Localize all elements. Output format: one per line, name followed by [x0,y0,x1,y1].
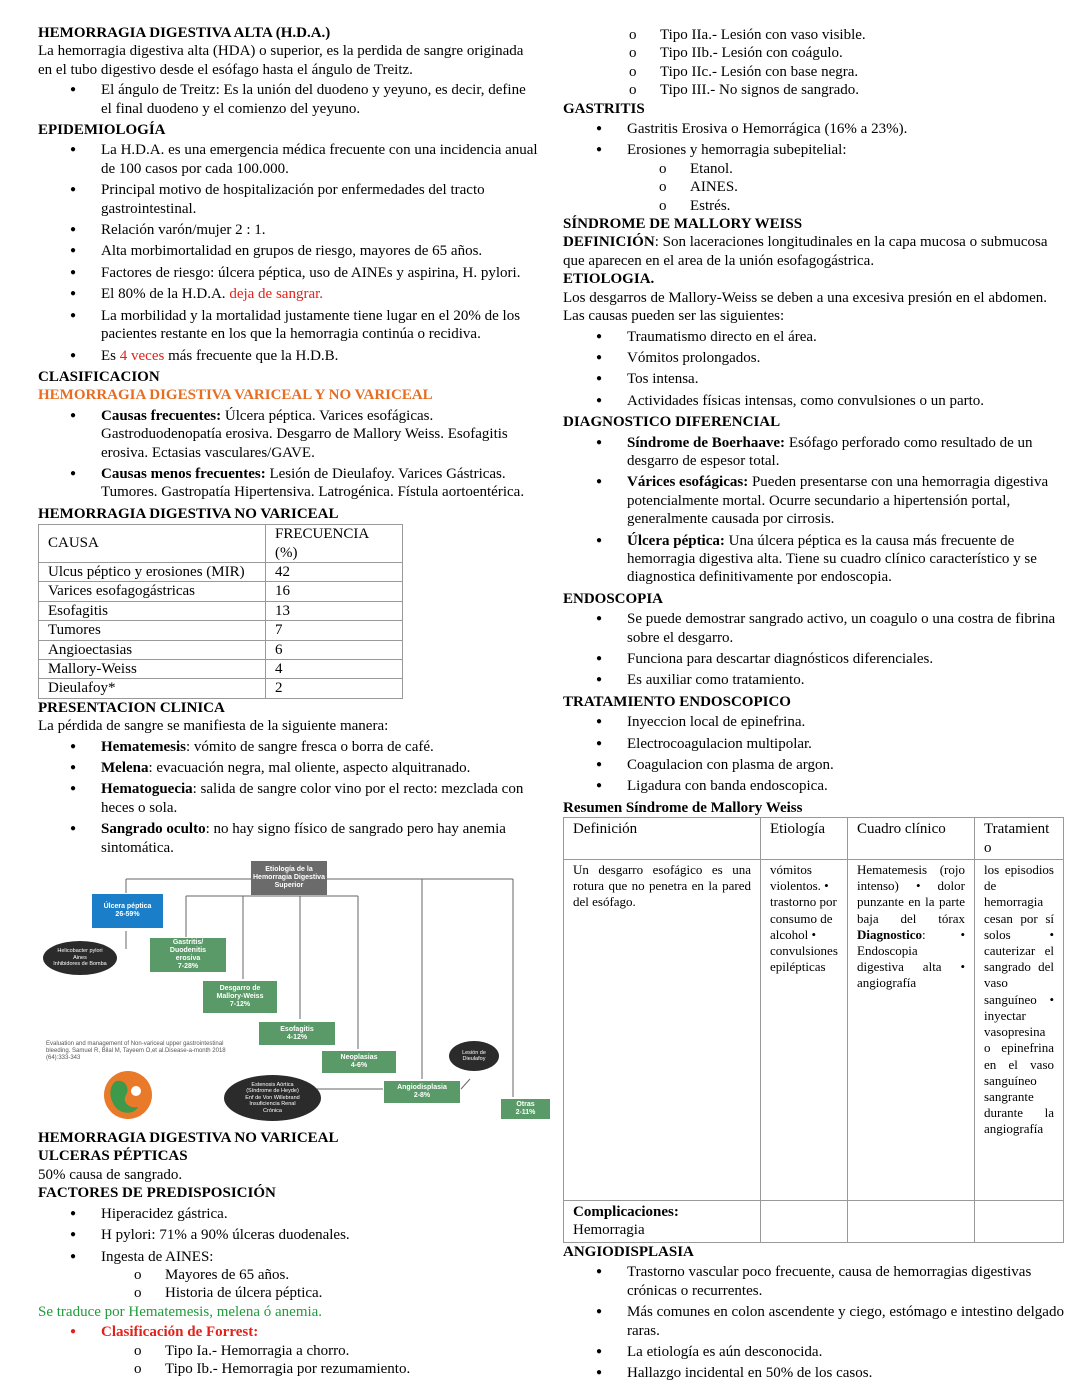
list-item: o AINES. [563,178,1068,196]
table-row [39,679,403,698]
table-cell [761,1201,848,1243]
text: El 80% de la H.D.A. [101,286,230,303]
diagram-angio-box [384,1081,460,1103]
list-item: ● Ligadura con banda endoscopica. [563,777,1068,795]
list-item: ● Ingesta de AINES: [38,1248,538,1266]
oval-label: Lesión de Dieulafoy [462,1049,486,1063]
stomach-logo-icon [100,1069,160,1121]
peptic-ulcers-text: 50% causa de sangrado. [38,1166,183,1183]
label: Úlcera péptica: [627,532,725,549]
box-label: Angiodisplasia 2-8% [397,1084,447,1100]
differential-list [563,434,1068,587]
list-item [38,820,538,857]
text: Es [101,347,120,364]
table-cell: 42 [266,562,403,581]
list-item: o Tipo IIb.- Lesión con coágulo. [533,44,1068,62]
table-cell [848,860,975,1201]
text: Pueden presentarse con una hemorragia digestiva potencialmente mortal. Ocurre secundario a hipertensión portal, generalmente causada por cirrosis. [627,474,1049,528]
table-header: Tratamiento [975,818,1064,860]
table-cell: 7 [266,621,403,640]
table-row [39,660,403,679]
list-item [38,347,538,365]
list-item [38,407,538,462]
list-item: ● Coagulacion con plasma de argon. [563,756,1068,774]
label: Síndrome de Boerhaave: [627,434,786,451]
forrest-sublist-2 [533,26,1068,100]
no-variceal-title-2: HEMORRAGIA DIGESTIVA NO VARICEAL [38,1130,339,1147]
table-row [564,1201,1064,1243]
epidemiology-list [38,141,538,364]
diagram-otras-box [501,1099,550,1119]
list-item: o Historia de úlcera péptica. [38,1284,538,1302]
list-item: ● Funciona para descartar diagnósticos diferenciales. [563,650,1068,668]
table-cell: Ulcus péptico y erosiones (MIR) [39,562,266,581]
table-cell: Un desgarro esofágico es una rotura que no penetra en la pared del esófago. [564,860,761,1201]
label: Melena [101,760,149,777]
causes-list [38,407,538,502]
etiology-diagram [38,861,553,1123]
list-item: o Tipo IIc.- Lesión con base negra. [533,63,1068,81]
green-note: Se traduce por Hematemesis, melena ó anemia. [38,1303,323,1320]
gastritis-title: GASTRITIS [563,100,645,117]
forrest-sublist [38,1342,538,1379]
table-row [39,640,403,659]
oval-label: Estenosis Aórtica (Síndrome de Heyde) Enf de Von Willebrand Insuficiencia Renal Crónica [245,1081,300,1114]
diagram-esofagitis-box [259,1022,335,1045]
table-cell [975,1201,1064,1243]
list-item [563,532,1068,587]
table-cell: Esofagitis [39,601,266,620]
text: : vómito de sangre fresca o borra de café. [185,738,434,755]
list-item: ● Hallazgo incidental en 50% de los casos. [563,1364,1068,1382]
list-item: ● Alta morbimortalidad en grupos de riesgo, mayores de 65 años. [38,242,538,260]
hda-title: HEMORRAGIA DIGESTIVA ALTA (H.D.A.) [38,25,331,41]
text: : Son laceraciones longitudinales en la capa mucosa o submucosa que aparecen en el area de la unión esofagogástrica. [563,234,1048,269]
table-header: CAUSA [39,525,266,563]
list-item [38,759,538,777]
list-item: ● Principal motivo de hospitalización por enfermedades del tracto gastrointestinal. [38,181,538,218]
text: : • Endoscopia digestiva alta • angiografía [857,926,965,991]
list-item: ● Gastritis Erosiva o Hemorrágica (16% a 23%). [563,120,1068,138]
summary-table [563,817,1064,1243]
mallory-weiss-title: SÍNDROME DE MALLORY WEISS [563,216,803,233]
list-item: ● Actividades físicas intensas, como convulsiones o un parto. [563,392,1068,410]
list-item: ● Se puede demostrar sangrado activo, un coagulo o una costra de fibrina sobre el desgarro. [563,610,1068,647]
label: Sangrado oculto [101,821,206,838]
table-row [39,562,403,581]
clinical-list [38,738,538,857]
text: : no hay signo físico de sangrado pero hay anemia sintomática. [101,821,506,856]
table-header: Etiología [761,818,848,860]
list-item: ● Factores de riesgo: úlcera péptica, uso de AINEs y aspirina, H. pylori. [38,264,538,282]
gastritis-sublist [563,160,1068,215]
left-column [38,24,538,1378]
classification-subtitle: HEMORRAGIA DIGESTIVA VARICEAL Y NO VARICEAL [38,387,433,404]
forrest-list [38,1323,538,1341]
frequency-table [38,524,403,699]
text: : salida de sangre color vino por el recto: mezclada con heces o sola. [101,781,524,816]
etiology-text: Los desgarros de Mallory-Weiss se deben a una excesiva presión en el abdomen. Las causas pueden ser las siguientes: [563,289,1048,325]
diagram-root-box [251,861,327,895]
diagram-dieulafoy-oval [449,1041,499,1071]
list-item: ● Vómitos prolongados. [563,349,1068,367]
list-item: ● Traumatismo directo en el área. [563,328,1068,346]
diagram-ulcera-box [92,894,163,928]
highlight-text: deja de sangrar. [229,286,324,303]
box-label: Gastritis/ Duodenitis erosiva 7-28% [169,939,207,971]
label: Complicaciones: [573,1204,679,1221]
label: Hematoguecia [101,781,193,798]
box-label: Neoplasias 4-6% [340,1054,378,1070]
list-item [38,780,538,817]
text: Hematemesis (rojo intenso) • dolor punzante en la parte baja del tórax [857,862,965,926]
list-item: o Tipo III.- No signos de sangrado. [533,81,1068,99]
table-cell: vómitos violentos. • trastorno por consumo de alcohol • convulsiones epilépticas [761,860,848,1201]
definition-paragraph [563,233,1068,270]
differential-title: DIAGNOSTICO DIFERENCIAL [563,414,781,431]
label: Hematemesis [101,738,186,755]
list-item: ● H pylori: 71% a 90% úlceras duodenales. [38,1226,538,1244]
list-item: ● El ángulo de Treitz: Es la unión del duodeno y yeyuno, es decir, define el final duodeno y el comienzo del yeyuno. [38,81,538,118]
text: más frecuente que la H.D.B. [164,347,339,364]
text: Una úlcera péptica es la causa más frecuente de hemorragia digestiva alta. Tiene su cuadro clínico característico y se diagnostica definitivamente por endoscopia. [627,532,1037,586]
table-cell: Varices esofagogástricas [39,582,266,601]
aines-sublist [38,1266,538,1303]
classification-title: CLASIFICACION [38,368,160,385]
list-item: o Estrés. [563,197,1068,215]
text: : evacuación negra, mal oliente, aspecto alquitranado. [148,760,471,777]
table-header-row [564,818,1064,860]
list-item: ● Hiperacidez gástrica. [38,1205,538,1223]
text: Lesión de Dieulafoy. Varices Gástricas. Tumores. Gastropatía Hipertensiva. Latrogénica. Fístula aortoentérica. [101,465,525,501]
diagram-gastritis-box [150,938,226,972]
box-label: Úlcera péptica 26-59% [103,903,152,919]
table-header: Cuadro clínico [848,818,975,860]
list-item [38,738,538,756]
right-column [563,26,1068,1386]
angiodysplasia-title: ANGIODISPLASIA [563,1243,694,1260]
table-row [39,601,403,620]
box-label: Otras 2-11% [515,1101,536,1117]
text: Esófago perforado como resultado de un desgarro de espesor total. [627,434,1033,469]
list-item: o Tipo IIa.- Lesión con vaso visible. [533,26,1068,44]
label: Várices esofágicas: [627,474,749,491]
list-item: o Tipo Ib.- Hemorragia por rezumamiento. [38,1360,538,1378]
diagram-helico-oval [43,941,117,975]
clinical-intro: La pérdida de sangre se manifiesta de la siguiente manera: [38,718,389,735]
list-item: ● La morbilidad y la mortalidad justamente tiene lugar en el 20% de los pacientes restante en los que la hemorragia continúa o recidiva. [38,307,538,344]
label: Causas menos frecuentes: [101,465,266,482]
gastritis-list [563,120,1068,160]
list-item: ● Clasificación de Forrest: [38,1323,538,1341]
text: Úlcera péptica. Varices esofágicas. Gastroduodenopatía erosiva. Desgarro de Mallory Weiss. Esofagitis erosiva. Ectasias vasculares/GAVE. [101,407,508,461]
diagram-neoplasias-box [322,1051,396,1073]
no-variceal-title: HEMORRAGIA DIGESTIVA NO VARICEAL [38,505,339,522]
summary-title: Resumen Síndrome de Mallory Weiss [563,799,803,816]
table-cell: los episodios de hemorragia cesan por sí solos • cauterizar el sangrado del vaso sanguíneo • inyectar vasopresina o epinefrina en el vaso sanguíneo sangrante durante la angiografía [975,860,1064,1201]
endoscopy-title: ENDOSCOPIA [563,590,664,607]
list-item: ● La H.D.A. es una emergencia médica frecuente con una incidencia anual de 100 casos por cada 100.000. [38,141,538,178]
peptic-ulcers-title: ULCERAS PÉPTICAS [38,1148,188,1165]
list-item: ● Es auxiliar como tratamiento. [563,671,1068,689]
table-cell: Mallory-Weiss [39,660,266,679]
label: DEFINICIÓN [563,234,655,251]
box-label: Esofagitis 4-12% [280,1025,314,1041]
list-item: o Mayores de 65 años. [38,1266,538,1284]
angiodysplasia-list [563,1263,1068,1382]
list-item: ● Más comunes en colon ascendente y ciego, estómago e intestino delgado raras. [563,1303,1068,1340]
table-cell: 16 [266,582,403,601]
clinical-title: PRESENTACION CLINICA [38,699,225,716]
table-cell: 6 [266,640,403,659]
list-item [38,285,538,303]
table-cell [848,1201,975,1243]
table-header: FRECUENCIA (%) [266,525,403,563]
text: Hemorragia [573,1222,645,1239]
etiology-title: ETIOLOGIA. [563,271,655,288]
table-cell: Dieulafoy* [39,679,266,698]
table-row [564,860,1064,1201]
diagram-estenosis-oval [224,1075,321,1121]
diagram-desgarro-box [203,981,277,1013]
table-header-row [39,525,403,563]
list-item: o Etanol. [563,160,1068,178]
list-item [38,465,538,502]
etiology-list [563,328,1068,411]
table-cell: Angioectasias [39,640,266,659]
table-cell: 4 [266,660,403,679]
table-cell: Tumores [39,621,266,640]
epidemiology-title: EPIDEMIOLOGÍA [38,122,166,139]
table-cell [564,1201,761,1243]
list-item [563,473,1068,528]
list-item: ● Inyeccion local de epinefrina. [563,713,1068,731]
box-label: Etiología de la Hemorragia Digestiva Superior [253,866,325,890]
treitz-list [38,81,538,118]
endoscopic-treatment-title: TRATAMIENTO ENDOSCOPICO [563,693,791,710]
diagram-citation: Evaluation and management of Non-variceal upper gastrointestinal bleeding. Samuel R, Bilal M, Tayeem O,et al.Disease-a-month 2018 (64):333-343 [46,1041,226,1062]
list-item: ● Electrocoagulacion multipolar. [563,735,1068,753]
box-label: Desgarro de Mallory-Weiss 7-12% [216,985,264,1009]
list-item: o Tipo Ia.- Hemorragia a chorro. [38,1342,538,1360]
label: Diagnostico [857,926,922,942]
predisposition-list [38,1205,538,1266]
list-item: ● Erosiones y hemorragia subepitelial: [563,141,1068,159]
table-row [39,582,403,601]
endoscopy-list [563,610,1068,690]
list-item: ● Trastorno vascular poco frecuente, causa de hemorragias digestivas crónicas o recurrentes. [563,1263,1068,1300]
table-cell: 2 [266,679,403,698]
oval-label: Helicobacter pylori Aines Inhibidores de Bomba [53,948,107,968]
predisposition-title: FACTORES DE PREDISPOSICIÓN [38,1185,276,1202]
list-item: ● La etiología es aún desconocida. [563,1343,1068,1361]
table-cell: 13 [266,601,403,620]
hda-definition: La hemorragia digestiva alta (HDA) o superior, es la perdida de sangre originada en el tubo digestivo desde el esófago hasta el ángulo de Treitz. [38,43,524,78]
list-item: ● Relación varón/mujer 2 : 1. [38,221,538,239]
endoscopic-treatment-list [563,713,1068,796]
table-header: Definición [564,818,761,860]
list-item [563,434,1068,471]
highlight-text: 4 veces [119,347,165,364]
table-row [39,621,403,640]
label: Causas frecuentes: [101,407,222,424]
list-item: ● Tos intensa. [563,370,1068,388]
